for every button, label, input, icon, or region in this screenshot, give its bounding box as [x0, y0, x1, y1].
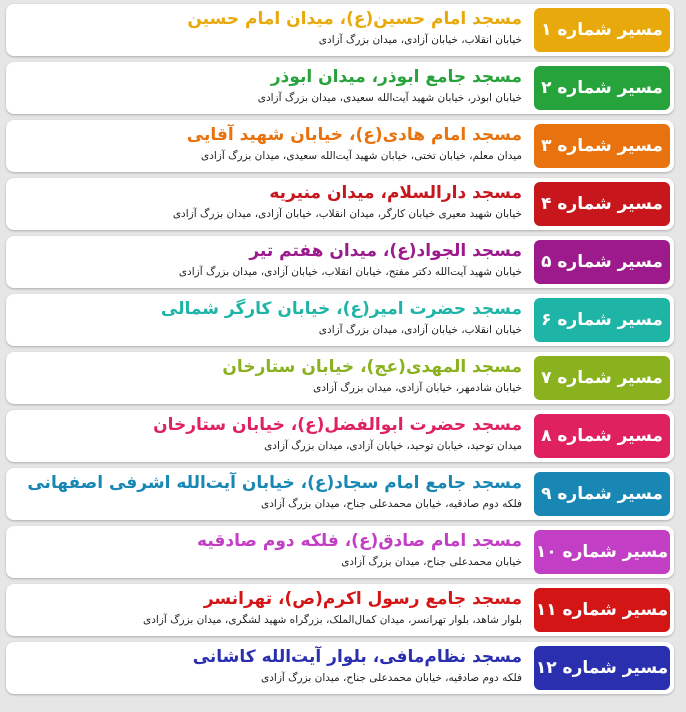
route-title: مسجد جامع رسول اکرم(ص)، تهرانسر [203, 589, 522, 609]
route-badge: مسیر شماره ۶ [534, 298, 670, 342]
route-text [12, 7, 522, 48]
route-badge: مسیر شماره ۱۲ [534, 646, 670, 690]
route-row-11[interactable] [6, 584, 674, 636]
route-row-7[interactable] [6, 352, 674, 404]
route-row-4[interactable] [6, 178, 674, 230]
routes-list [6, 4, 674, 700]
route-row-6[interactable] [6, 294, 674, 346]
route-title: مسجد امام صادق(ع)، فلکه دوم صادقیه [197, 531, 522, 551]
route-badge: مسیر شماره ۲ [534, 66, 670, 110]
route-title: مسجد الجواد(ع)، میدان هفتم تیر [249, 241, 522, 261]
route-text [12, 355, 522, 396]
route-title: مسجد جامع ابوذر، میدان ابوذر [270, 67, 522, 87]
route-title: مسجد حضرت ابوالفضل(ع)، خیابان ستارخان [153, 415, 522, 435]
route-path: خیابان شهید معیری خیابان کارگر، میدان انقلاب، خیابان آزادی، میدان بزرگ آزادی [172, 208, 522, 220]
route-badge: مسیر شماره ۱۰ [534, 530, 670, 574]
route-text [12, 587, 522, 628]
route-badge: مسیر شماره ۸ [534, 414, 670, 458]
route-text [12, 239, 522, 280]
route-title: مسجد نظام‌مافی، بلوار آیت‌الله کاشانی [192, 647, 522, 667]
route-row-1[interactable] [6, 4, 674, 56]
route-title: مسجد جامع امام سجاد(ع)، خیابان آیت‌الله اشرفی اصفهانی [27, 473, 522, 493]
route-row-8[interactable] [6, 410, 674, 462]
route-row-9[interactable] [6, 468, 674, 520]
route-badge: مسیر شماره ۱ [534, 8, 670, 52]
route-path: خیابان انقلاب، خیابان آزادی، میدان بزرگ آزادی [318, 324, 522, 336]
route-path: میدان معلم، خیابان تختی، خیابان شهید آیت‌الله سعیدی، میدان بزرگ آزادی [201, 150, 522, 162]
route-title: مسجد امام حسین(ع)، میدان امام حسین [187, 9, 522, 29]
route-badge: مسیر شماره ۷ [534, 356, 670, 400]
route-text [12, 65, 522, 106]
route-title: مسجد المهدی(عج)، خیابان ستارخان [222, 357, 522, 377]
route-row-3[interactable] [6, 120, 674, 172]
route-badge: مسیر شماره ۱۱ [534, 588, 670, 632]
route-path: میدان توحید، خیابان توحید، خیابان آزادی، میدان بزرگ آزادی [264, 440, 522, 452]
route-path: خیابان انقلاب، خیابان آزادی، میدان بزرگ آزادی [318, 34, 522, 46]
route-path: فلکه دوم صادقیه، خیابان محمدعلی جناح، میدان بزرگ آزادی [261, 672, 522, 684]
route-row-5[interactable] [6, 236, 674, 288]
route-badge: مسیر شماره ۵ [534, 240, 670, 284]
route-badge: مسیر شماره ۳ [534, 124, 670, 168]
route-text [12, 297, 522, 338]
route-path: خیابان ابوذر، خیابان شهید آیت‌الله سعیدی، میدان بزرگ آزادی [257, 92, 522, 104]
route-row-10[interactable] [6, 526, 674, 578]
route-title: مسجد حضرت امیر(ع)، خیابان کارگر شمالی [160, 299, 522, 319]
route-path: خیابان محمدعلی جناح، میدان بزرگ آزادی [341, 556, 522, 568]
route-badge: مسیر شماره ۴ [534, 182, 670, 226]
route-text [12, 413, 522, 454]
route-text [12, 471, 522, 512]
route-path: خیابان شهید آیت‌الله دکتر مفتح، خیابان انقلاب، خیابان آزادی، میدان بزرگ آزادی [178, 266, 522, 278]
route-badge: مسیر شماره ۹ [534, 472, 670, 516]
route-title: مسجد امام هادی(ع)، خیابان شهید آقایی [186, 125, 522, 145]
route-row-2[interactable] [6, 62, 674, 114]
route-text [12, 529, 522, 570]
route-title: مسجد دارالسلام، میدان منیریه [269, 183, 522, 203]
route-text [12, 181, 522, 222]
route-row-12[interactable] [6, 642, 674, 694]
route-path: فلکه دوم صادقیه، خیابان محمدعلی جناح، میدان بزرگ آزادی [261, 498, 522, 510]
route-path: بلوار شاهد، بلوار تهرانسر، میدان کمال‌الملک، بزرگراه شهید لشگری، میدان بزرگ آزادی [143, 614, 522, 626]
route-text [12, 645, 522, 686]
route-text [12, 123, 522, 164]
route-path: خیابان شادمهر، خیابان آزادی، میدان بزرگ آزادی [313, 382, 522, 394]
